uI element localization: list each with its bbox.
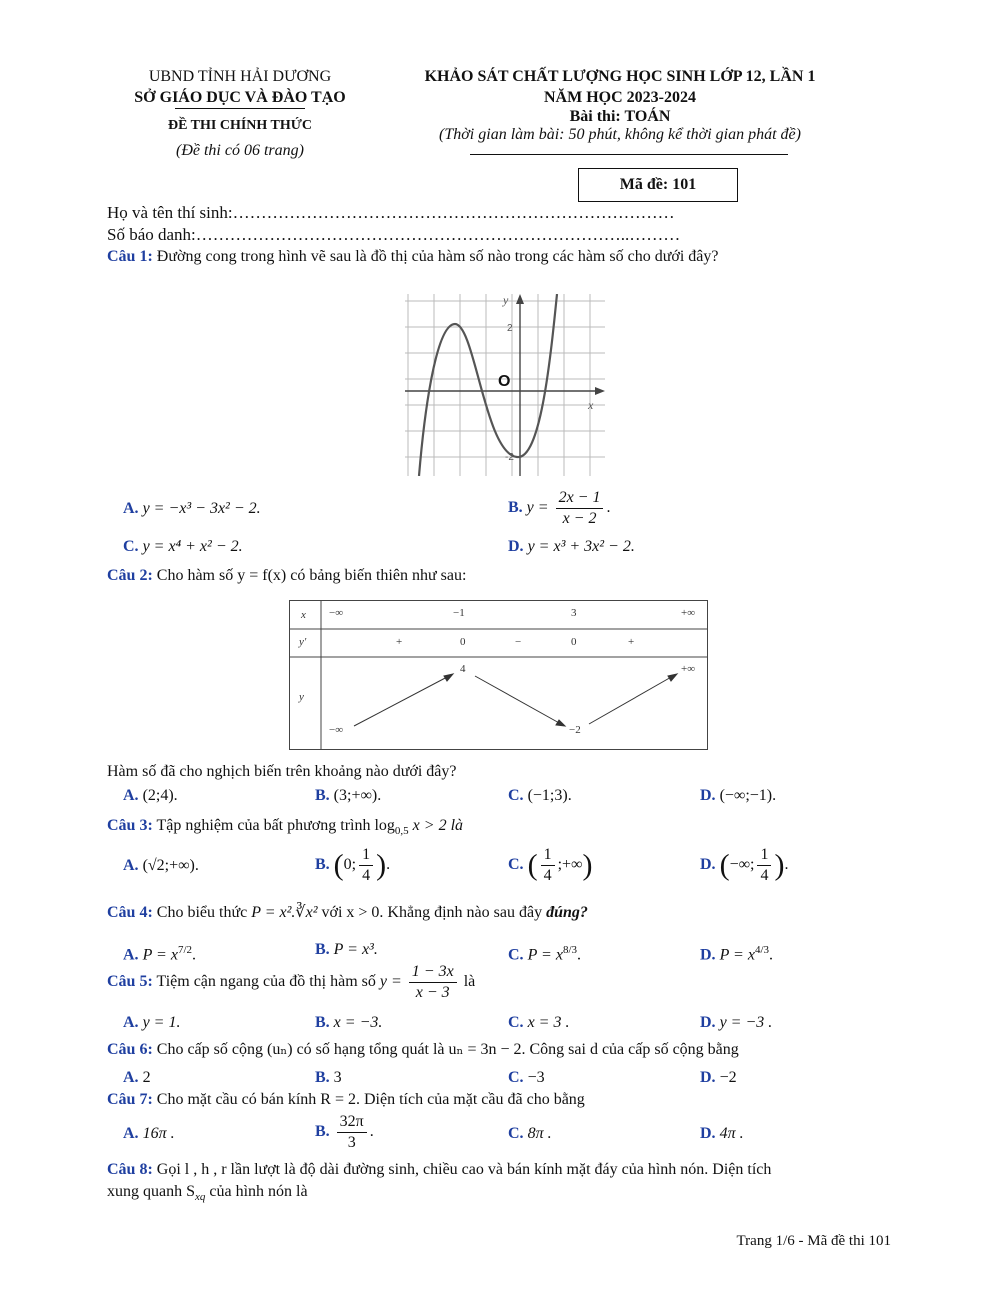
option-expr: −∞; bbox=[729, 856, 755, 874]
option-letter: A. bbox=[123, 1014, 139, 1031]
option-letter: D. bbox=[700, 946, 716, 964]
denominator: 3 bbox=[347, 1134, 356, 1151]
question-7 bbox=[107, 1090, 585, 1110]
numerator: 1 bbox=[359, 845, 373, 866]
option-letter: B. bbox=[508, 499, 523, 517]
q4-option-d: D. $P = x^{4/3}$. bbox=[700, 944, 774, 964]
fraction bbox=[757, 845, 771, 886]
option-expr: 2 bbox=[142, 1069, 151, 1086]
option-letter: A. bbox=[123, 946, 139, 964]
sign: + bbox=[628, 636, 635, 648]
q7-option-b bbox=[315, 1112, 374, 1153]
sign: 0 bbox=[571, 636, 577, 648]
option-expr: x = 3 . bbox=[527, 1014, 570, 1031]
option-expr: x = −3. bbox=[333, 1014, 383, 1031]
sign: 0 bbox=[460, 636, 466, 648]
question-label: Câu 7: bbox=[107, 1091, 153, 1108]
option-expr: y = −3 . bbox=[719, 1014, 773, 1031]
question-5 bbox=[107, 962, 475, 1003]
y-value: −2 bbox=[569, 724, 581, 736]
header-right bbox=[390, 66, 850, 144]
question-label: Câu 3: bbox=[107, 817, 153, 834]
denominator: 4 bbox=[543, 867, 552, 884]
x-axis-label: x bbox=[588, 398, 594, 412]
option-letter: C. bbox=[123, 538, 139, 555]
paren-right: ) bbox=[774, 848, 785, 882]
x-axis-arrow bbox=[595, 387, 605, 395]
y-axis-arrow bbox=[516, 294, 524, 304]
q2-option-c bbox=[508, 786, 572, 806]
q5-option-b bbox=[315, 1013, 382, 1033]
question-1 bbox=[107, 247, 718, 267]
question-text-end: x > 2 là bbox=[412, 817, 464, 834]
option-expr: y = x⁴ + x² − 2. bbox=[142, 538, 243, 555]
option-letter: C. bbox=[508, 1069, 524, 1086]
subject: Bài thi: TOÁN bbox=[569, 108, 671, 125]
province-name: UBND TỈNH HẢI DƯƠNG bbox=[148, 68, 332, 85]
option-letter: C. bbox=[508, 787, 524, 804]
origin-label: O bbox=[498, 373, 511, 390]
q2-option-b bbox=[315, 786, 381, 806]
option-expr: −2 bbox=[719, 1069, 737, 1086]
question-text: Cho mặt cầu có bán kính R = 2. Diện tích của mặt cầu đã cho bằng bbox=[156, 1091, 585, 1108]
option-letter: D. bbox=[508, 538, 524, 555]
numerator: 1 bbox=[757, 845, 771, 866]
sign: − bbox=[515, 636, 522, 648]
question-text: Cho cấp số cộng (uₙ) có số hạng tổng quát là uₙ = 3n − 2. Công sai d của cấp số cộng bằng bbox=[156, 1041, 739, 1058]
x-value: −∞ bbox=[329, 607, 344, 619]
q3-option-a bbox=[123, 856, 199, 876]
header-right-rule bbox=[470, 154, 788, 155]
paren-right: ) bbox=[582, 848, 593, 882]
question-text: Đường cong trong hình vẽ sau là đồ thị của hàm số nào trong các hàm số cho dưới đây? bbox=[156, 248, 719, 265]
option-expr: 0; bbox=[343, 856, 357, 874]
question-label: Câu 8: bbox=[107, 1161, 153, 1178]
question-text: xung quanh S bbox=[107, 1183, 195, 1200]
option-expr: −3 bbox=[527, 1069, 545, 1086]
question-6 bbox=[107, 1040, 739, 1060]
x-value: −1 bbox=[453, 607, 465, 619]
option-letter: B. bbox=[315, 1123, 330, 1141]
q5-option-a bbox=[123, 1013, 180, 1033]
question-text: Tập nghiệm của bất phương trình log bbox=[156, 817, 395, 834]
option-expr: y = bbox=[526, 499, 549, 517]
exponent: 8/3 bbox=[562, 944, 578, 956]
page-footer: Trang 1/6 - Mã đề thi 101 bbox=[736, 1233, 891, 1249]
option-letter: A. bbox=[123, 1125, 139, 1142]
question-label: Câu 6: bbox=[107, 1041, 153, 1058]
row-label-y: y bbox=[299, 691, 304, 703]
tick-label-2: 2 bbox=[507, 323, 513, 334]
q6-option-b bbox=[315, 1068, 342, 1088]
option-letter: B. bbox=[315, 787, 330, 804]
q2-option-d bbox=[700, 786, 776, 806]
punctuation: . bbox=[606, 499, 611, 517]
question-2 bbox=[107, 566, 466, 586]
paren-left: ( bbox=[527, 848, 538, 882]
question-3 bbox=[107, 816, 463, 841]
q3-option-d: D. (−∞; $\frac{1}{4}$ ). bbox=[700, 846, 789, 884]
department-name: SỞ GIÁO DỤC VÀ ĐÀO TẠO bbox=[134, 89, 346, 106]
option-letter: C. bbox=[508, 1125, 524, 1142]
question-text: Cho biểu thức bbox=[156, 904, 248, 921]
option-letter: A. bbox=[123, 787, 139, 804]
q2-option-a bbox=[123, 786, 178, 806]
option-letter: B. bbox=[315, 1014, 330, 1031]
fraction bbox=[556, 488, 604, 529]
question-text: Tiệm cận ngang của đồ thị hàm số bbox=[156, 973, 376, 991]
option-expr: P = x bbox=[527, 946, 563, 964]
option-letter: D. bbox=[700, 787, 716, 804]
option-expr: 4π . bbox=[719, 1125, 744, 1142]
option-expr: (−1;3). bbox=[527, 787, 572, 804]
option-letter: B. bbox=[315, 1069, 330, 1086]
q4-option-a: A. $P = x^{7/2}$. bbox=[123, 944, 197, 964]
candidate-name-line: Họ và tên thí sinh:…………………………………………………………………… bbox=[107, 203, 675, 222]
q3-option-c bbox=[508, 845, 592, 886]
emphasis: đúng? bbox=[546, 904, 588, 921]
q1-graph bbox=[405, 294, 605, 476]
exam-title: KHẢO SÁT CHẤT LƯỢNG HỌC SINH LỚP 12, LẦN 1 bbox=[424, 68, 816, 85]
q4-option-c: C. $P = x^{8/3}$. bbox=[508, 944, 582, 964]
option-expr: P = x bbox=[719, 946, 755, 964]
paren-right: ) bbox=[376, 848, 387, 882]
option-expr: 3 bbox=[333, 1069, 342, 1086]
q5-option-d bbox=[700, 1013, 772, 1033]
numerator: 1 − 3x bbox=[409, 962, 457, 983]
option-letter: C. bbox=[508, 1014, 524, 1031]
punctuation: . bbox=[369, 1123, 374, 1141]
row-label-yprime: y' bbox=[299, 636, 307, 648]
option-letter: A. bbox=[123, 500, 139, 517]
option-expr: y = 1. bbox=[142, 1014, 181, 1031]
question-text: Gọi l , h , r lần lượt là độ dài đường sinh, chiều cao và bán kính mặt đáy của hình nón. Diện tích bbox=[156, 1161, 772, 1178]
row-label-x: x bbox=[301, 609, 306, 621]
official-exam-label: ĐỀ THI CHÍNH THỨC bbox=[167, 118, 313, 133]
option-letter: A. bbox=[123, 1069, 139, 1086]
option-letter: D. bbox=[700, 1125, 716, 1142]
option-expr: ;+∞ bbox=[557, 856, 583, 874]
y-value: 4 bbox=[460, 663, 466, 675]
function-curve bbox=[419, 294, 557, 476]
question-text-end: là bbox=[463, 973, 476, 991]
option-expr: P = x bbox=[142, 946, 178, 964]
q7-option-d bbox=[700, 1124, 744, 1144]
exponent: 4/3 bbox=[754, 944, 770, 956]
q1-option-a bbox=[123, 499, 261, 519]
q7-option-c bbox=[508, 1124, 552, 1144]
sign: + bbox=[396, 636, 403, 648]
expression: y = bbox=[379, 973, 402, 991]
question-text-end: của hình nón là bbox=[209, 1183, 308, 1200]
option-letter: D. bbox=[700, 856, 716, 874]
option-letter: C. bbox=[508, 856, 524, 874]
fraction bbox=[359, 845, 373, 886]
y-value: +∞ bbox=[681, 663, 696, 675]
candidate-id-line: Số báo danh:…………………………………………………………………..……… bbox=[107, 225, 681, 244]
question-text: Cho hàm số y = f(x) có bảng biến thiên như sau: bbox=[156, 567, 467, 584]
subscript: xq bbox=[195, 1191, 206, 1204]
paren-left: ( bbox=[719, 848, 730, 882]
header-left bbox=[110, 66, 370, 160]
option-letter: B. bbox=[315, 856, 330, 874]
q6-option-d bbox=[700, 1068, 737, 1088]
y-axis-label: y bbox=[503, 294, 509, 307]
fraction bbox=[337, 1112, 367, 1153]
question-4 bbox=[107, 903, 588, 923]
denominator: x − 3 bbox=[415, 984, 450, 1001]
q1-option-c bbox=[123, 537, 243, 557]
question-8-line2 bbox=[107, 1182, 308, 1207]
numerator: 1 bbox=[541, 845, 555, 866]
q1-option-d bbox=[508, 537, 635, 557]
variation-table bbox=[289, 600, 709, 752]
fraction bbox=[541, 845, 555, 886]
time-note: (Thời gian làm bài: 50 phút, không kể thời gian phát đề) bbox=[439, 126, 801, 143]
q4-option-b bbox=[315, 940, 378, 960]
question-8 bbox=[107, 1160, 897, 1180]
option-expr: P = x³. bbox=[333, 941, 378, 958]
q3-option-b: B. (0; $\frac{1}{4}$ ). bbox=[315, 846, 391, 884]
q6-option-c bbox=[508, 1068, 545, 1088]
denominator: 4 bbox=[760, 867, 769, 884]
option-expr: 16π . bbox=[142, 1125, 175, 1142]
denominator: 4 bbox=[362, 867, 371, 884]
q7-option-a bbox=[123, 1124, 175, 1144]
question-label: Câu 2: bbox=[107, 567, 153, 584]
option-expr: y = x³ + 3x² − 2. bbox=[527, 538, 635, 555]
question-label: Câu 1: bbox=[107, 248, 153, 265]
log-base: 0,5 bbox=[394, 825, 409, 838]
option-letter: B. bbox=[315, 941, 330, 958]
option-expr: (√2;+∞). bbox=[142, 857, 199, 874]
option-expr: y = −x³ − 3x² − 2. bbox=[142, 500, 261, 517]
exam-code-box: Mã đề: 101 bbox=[578, 168, 738, 202]
q1-option-b bbox=[508, 488, 610, 529]
fraction bbox=[409, 962, 457, 1003]
paren-left: ( bbox=[333, 848, 344, 882]
header-left-rule bbox=[175, 108, 305, 109]
school-year: NĂM HỌC 2023-2024 bbox=[544, 89, 696, 106]
option-expr: (3;+∞). bbox=[333, 787, 382, 804]
denominator: x − 2 bbox=[562, 510, 597, 527]
q6-option-a bbox=[123, 1068, 151, 1088]
question-text: với x > 0. Khẳng định nào sau đây bbox=[321, 904, 543, 921]
option-letter: A. bbox=[123, 857, 139, 874]
question-label: Câu 4: bbox=[107, 904, 153, 921]
option-letter: D. bbox=[700, 1069, 716, 1086]
x-value: 3 bbox=[571, 607, 577, 619]
option-letter: D. bbox=[700, 1014, 716, 1031]
option-expr: (−∞;−1). bbox=[719, 787, 777, 804]
option-expr: 8π . bbox=[527, 1125, 552, 1142]
option-expr: (2;4). bbox=[142, 787, 178, 804]
question-label: Câu 5: bbox=[107, 973, 153, 991]
option-letter: C. bbox=[508, 946, 524, 964]
page-count-note: (Đề thi có 06 trang) bbox=[176, 142, 304, 159]
exponent: 7/2 bbox=[177, 944, 193, 956]
question-2-prompt: Hàm số đã cho nghịch biến trên khoảng nào dưới đây? bbox=[107, 763, 457, 780]
tick-label-minus-2: -2 bbox=[505, 452, 514, 463]
x-value: +∞ bbox=[681, 607, 696, 619]
numerator: 32π bbox=[337, 1112, 367, 1133]
expression: P = x².∛x² bbox=[251, 904, 318, 921]
y-value: −∞ bbox=[329, 724, 344, 736]
numerator: 2x − 1 bbox=[556, 488, 604, 509]
q5-option-c bbox=[508, 1013, 569, 1033]
